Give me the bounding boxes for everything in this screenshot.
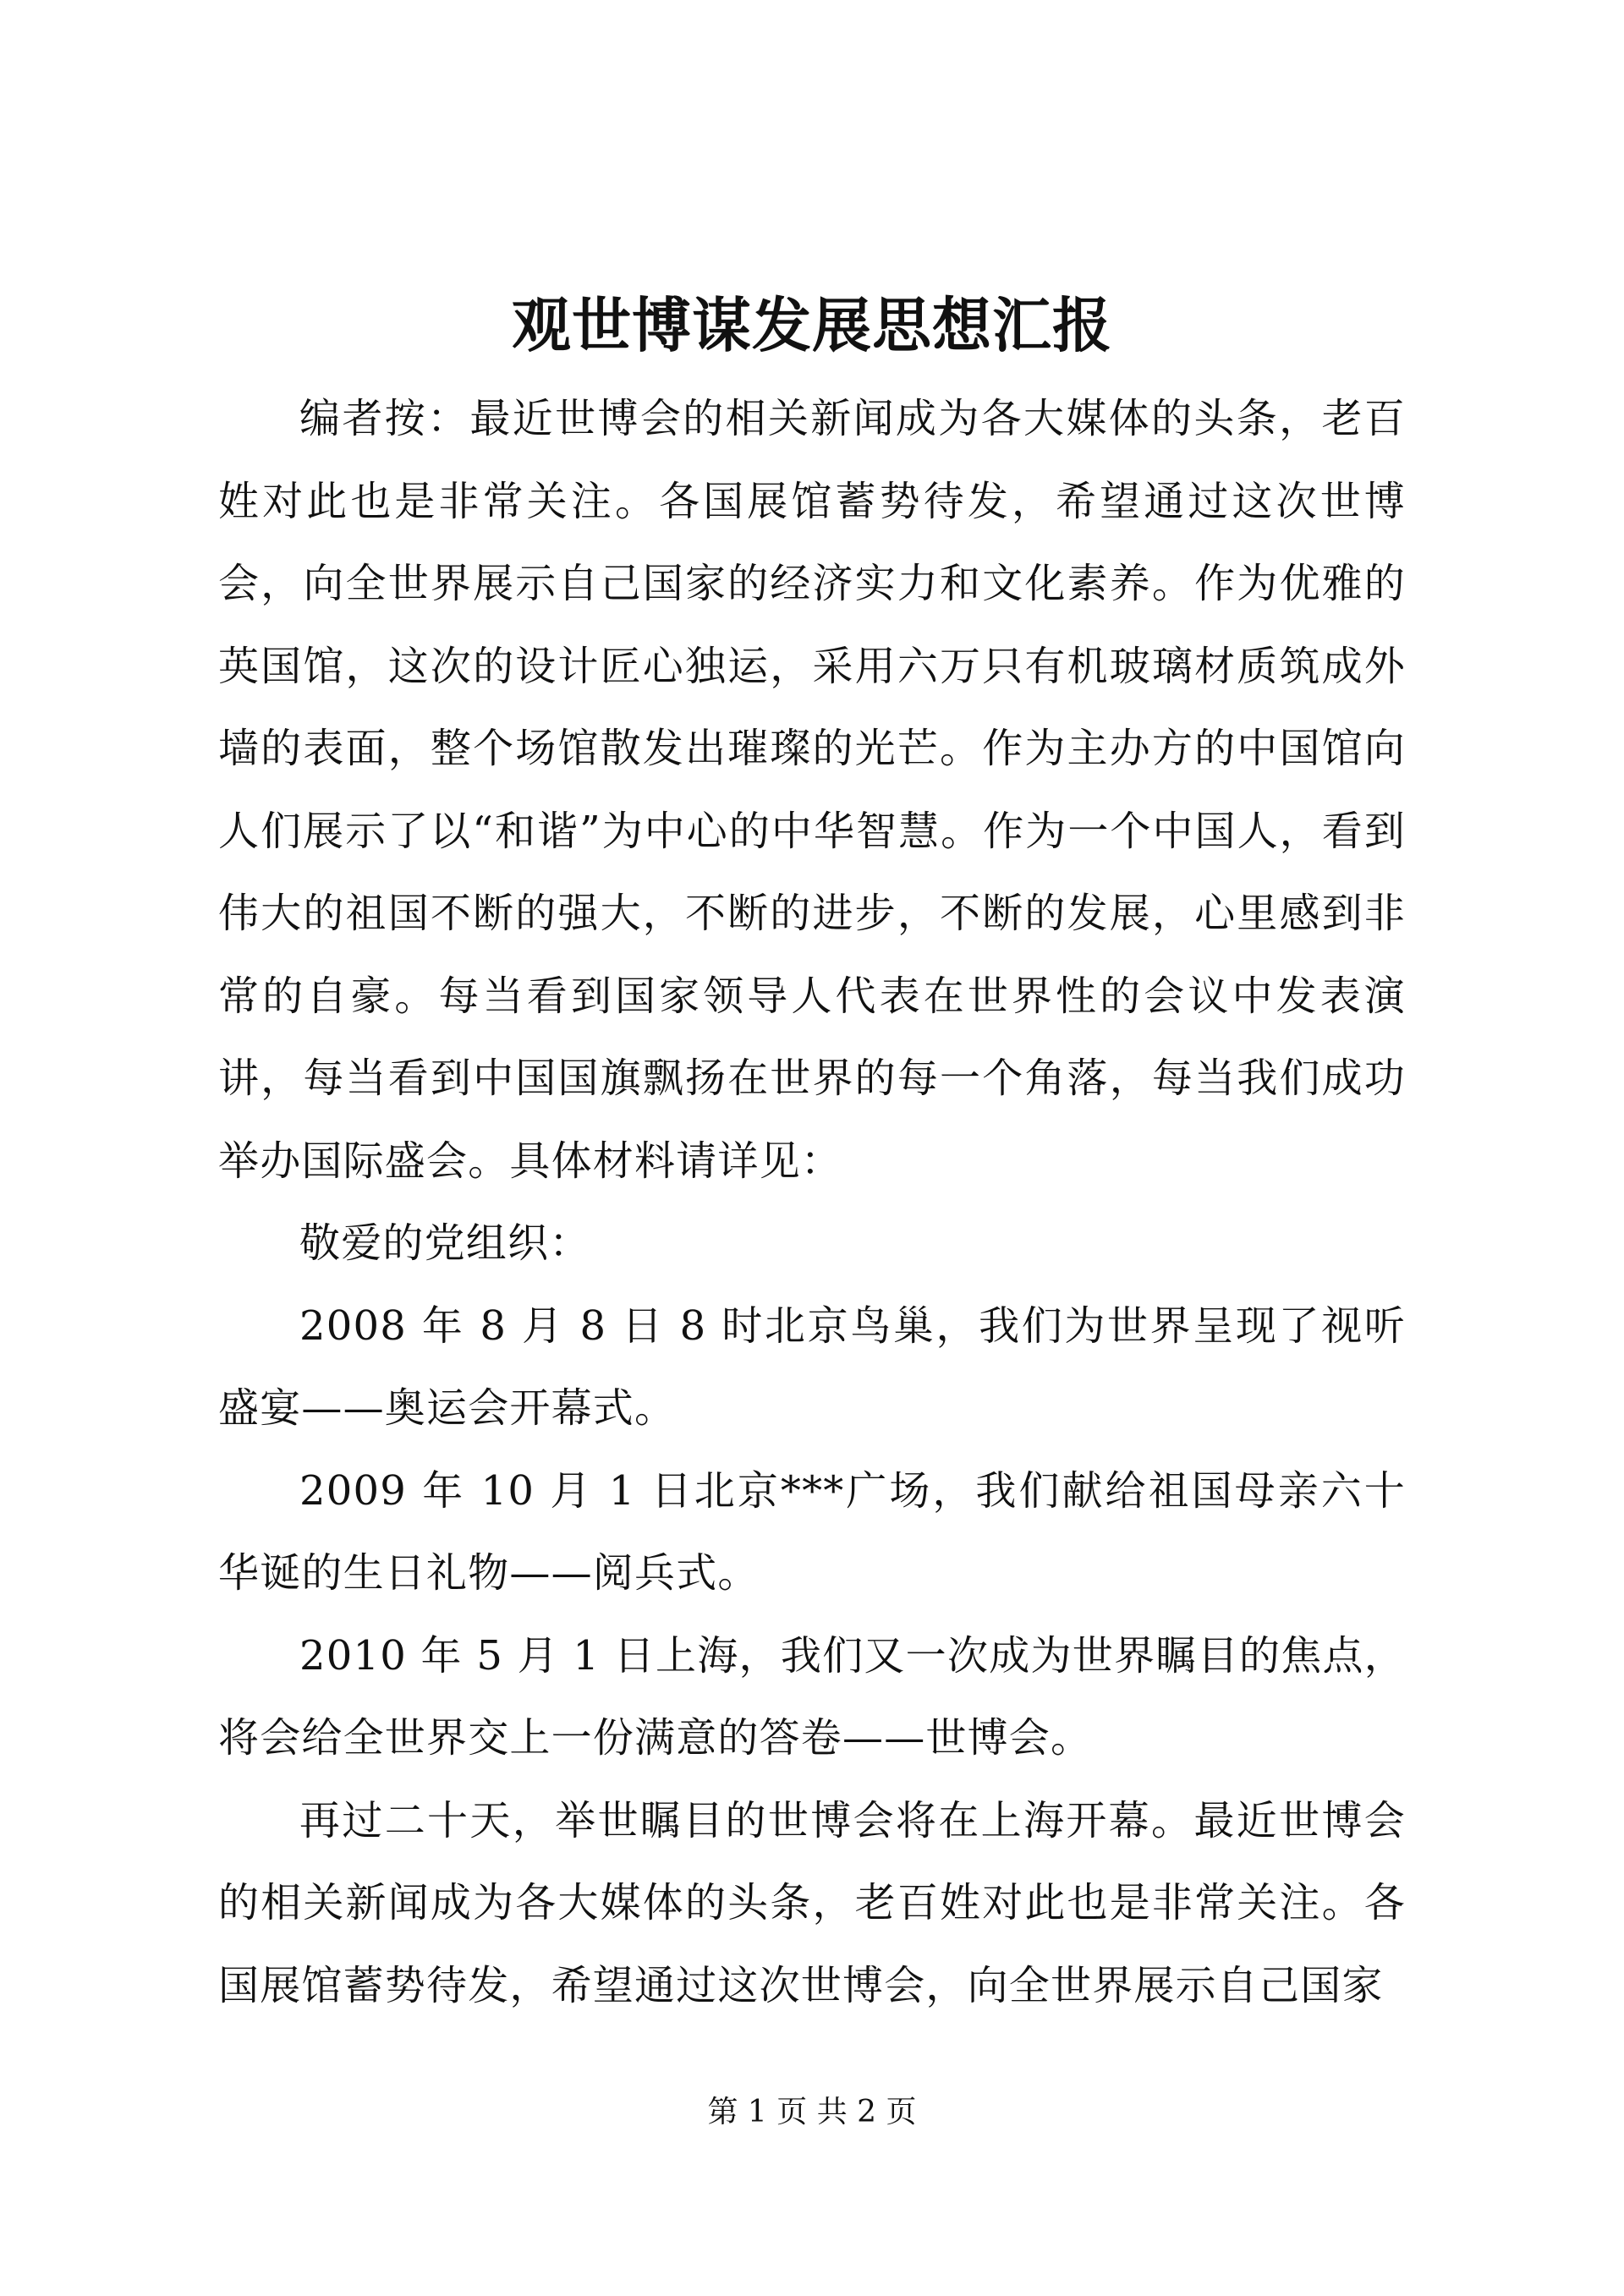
document-body	[218, 378, 1406, 2027]
paragraph-2010: 2010 年 5 月 1 日上海，我们又一次成为世界瞩目的焦点，将会给全世界交上一份满意的答卷——世博会。	[218, 1631, 1406, 1762]
paragraph-expo-intro: 再过二十天，举世瞩目的世博会将在上海开幕。最近世博会的相关新闻成为各大媒体的头条，老百姓对此也是非常关注。各国展馆蓄势待发，希望通过这次世博会，向全世界展示自己国家	[218, 1796, 1406, 2009]
paragraph-salutation: 敬爱的党组织：	[299, 1219, 591, 1267]
page-number-footer: 第 1 页 共 2 页	[707, 2095, 917, 2129]
document-title: 观世博谋发展思想汇报	[512, 290, 1112, 360]
paragraph-2008: 2008 年 8 月 8 日 8 时北京鸟巢，我们为世界呈现了视听盛宴——奥运会开幕式。	[218, 1301, 1406, 1432]
paragraph-editor-note: 编者按：最近世博会的相关新闻成为各大媒体的头条，老百姓对此也是非常关注。各国展馆蓄势待发，希望通过这次世博会，向全世界展示自己国家的经济实力和文化素养。作为优雅的英国馆，这次的设计匠心独运，采用六万只有机玻璃材质筑成外墙的表面，整个场馆散发出璀璨的光芒。作为主办方的中国馆向人们展示了以“和谐”为中心的中华智慧。作为一个中国人，看到伟大的祖国不断的强大，不断的进步，不断的发展，心里感到非常的自豪。每当看到国家领导人代表在世界性的会议中发表演讲，每当看到中国国旗飘扬在世界的每一个角落，每当我们成功举办国际盛会。具体材料请详见：	[218, 395, 1406, 1185]
paragraph-2009: 2009 年 10 月 1 日北京***广场，我们献给祖国母亲六十华诞的生日礼物——阅兵式。	[218, 1466, 1406, 1597]
